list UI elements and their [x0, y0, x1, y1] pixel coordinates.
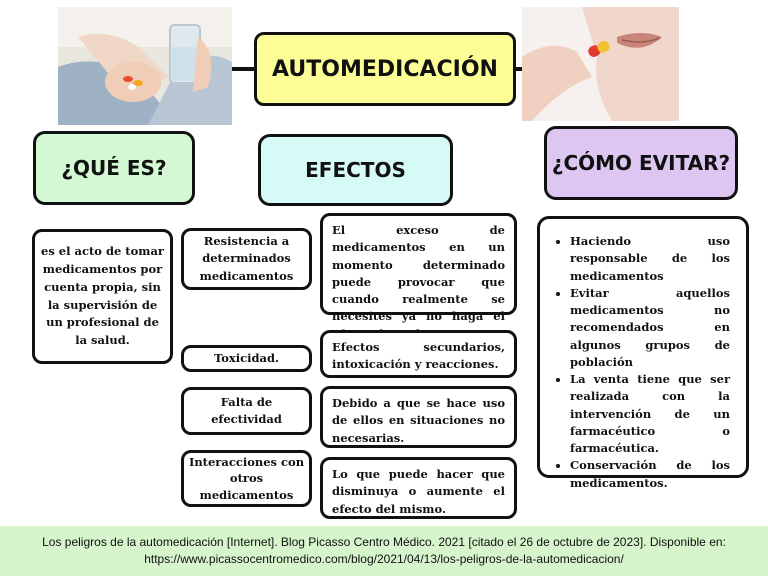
como-evitar-item: • Haciendo uso responsable de los medicamentos: [570, 233, 730, 285]
efecto-desc-efectividad: [320, 386, 517, 448]
que-es-definition: [32, 229, 173, 364]
efecto-label-efectividad: [181, 387, 312, 435]
que-es-definition-text: es el acto de tomar medicamentos por cuenta propia, sin la supervisión de un profesional de la salud.: [41, 244, 164, 348]
main-title-text: AUTOMEDICACIÓN: [272, 56, 498, 82]
efecto-label-interacciones: [181, 450, 312, 507]
header-que-es: [33, 131, 195, 205]
efecto-label-efectividad-text: Falta de efectividad: [211, 394, 282, 426]
efecto-desc-toxicidad-text: Efectos secundarios, intoxicación y reacciones.: [332, 340, 505, 372]
efecto-desc-resistencia: [320, 213, 517, 324]
efecto-desc-toxicidad: [320, 330, 517, 378]
header-efectos-text: EFECTOS: [305, 158, 406, 182]
efecto-desc-interacciones-text: Lo que puede hacer que disminuya o aumente el efecto del mismo.: [332, 467, 505, 516]
como-evitar-item: • Evitar aquellos medicamentos no recomendados en algunos grupos de población: [570, 285, 730, 371]
como-evitar-list-box: [537, 216, 749, 490]
photo-woman-taking-capsule: [522, 7, 679, 121]
header-como-evitar: [544, 126, 738, 200]
efecto-label-resistencia-text: Resistencia a determinados medicamentos: [199, 234, 294, 283]
como-evitar-list: [554, 233, 730, 492]
header-efectos: [258, 134, 453, 206]
citation-footer: [0, 526, 768, 576]
header-que-es-text: ¿QUÉ ES?: [61, 156, 167, 180]
efecto-label-toxicidad-text: Toxicidad.: [213, 350, 280, 365]
como-evitar-item: • Conservación de los medicamentos.: [570, 457, 730, 492]
photo-pills-and-water: [58, 7, 232, 125]
efecto-label-interacciones-text: Interacciones con otros medicamentos: [188, 455, 305, 502]
title-connector-left: [232, 67, 256, 71]
como-evitar-item: • La venta tiene que ser realizada con la intervención de un farmacéutico o farmacéutica.: [570, 371, 730, 457]
efecto-desc-resistencia-text: El exceso de medicamentos en un momento determinado puede provocar que cuando realmente se necesites ya no haga el: [332, 223, 505, 324]
main-title: [254, 32, 516, 106]
efecto-desc-interacciones: [320, 457, 517, 519]
citation-url: https://www.picassocentromedico.com/blog/2021/04/13/los-peligros-de-la-automedicacion/: [144, 552, 624, 566]
header-como-evitar-text: ¿CÓMO EVITAR?: [551, 151, 731, 175]
efecto-label-resistencia: [181, 228, 312, 290]
efecto-label-toxicidad: [181, 345, 312, 372]
citation-line-1: Los peligros de la automedicación [Internet]. Blog Picasso Centro Médico. 2021 [citado el 26 de octubre de 2023]. Disponible en:: [42, 534, 726, 549]
efecto-desc-efectividad-text: Debido a que se hace uso de ellos en situaciones no necesarias.: [332, 396, 505, 445]
